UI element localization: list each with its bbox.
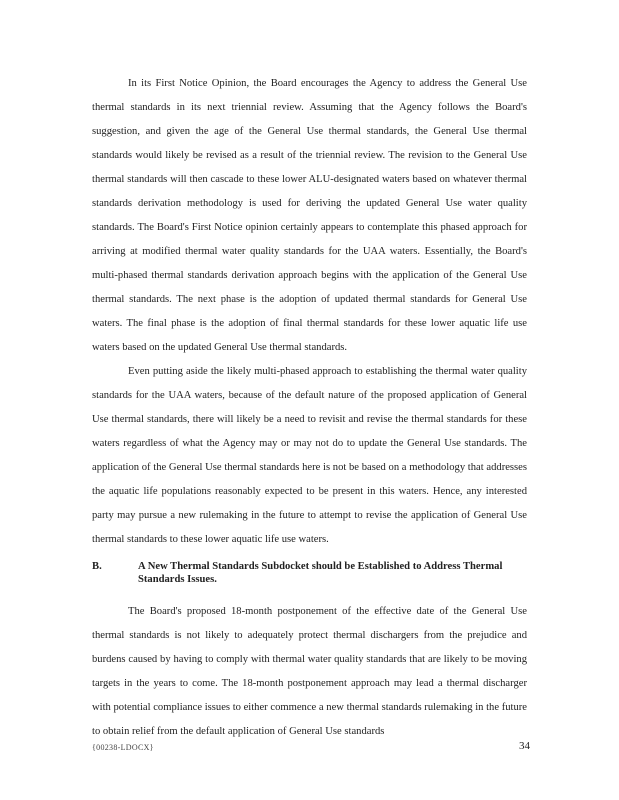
section-heading bbox=[92, 560, 527, 586]
section-letter: B. bbox=[92, 561, 102, 572]
page-number: 34 bbox=[519, 740, 530, 752]
paragraph-postponement: The Board's proposed 18-month postponement of the effective date of the General Use thermal standards is not likely to adequately protect thermal dischargers from the prejudice and burdens caused by having to comply with thermal water quality standards that are likely to be moving targets in the years to come. The 18-month postponement approach may lead a thermal discharger with potential compliance issues to either commence a new thermal standards rulemaking in the future to obtain relief from the default application of General Use standards bbox=[92, 606, 527, 737]
paragraph-multi-phased: Even putting aside the likely multi-phased approach to establishing the thermal water quality standards for the UAA waters, because of the default nature of the proposed application of General Use thermal standards, there will likely be a need to revisit and revise the thermal standards for these waters regardless of what the Agency may or may not do to update the General Use standards. The application of the General Use thermal standards here is not be based on a methodology that addresses the aquatic life populations reasonably expected to be present in this waters. Hence, any interested party may pursue a new rulemaking in the future to attempt to revise the application of General Use thermal standards to these lower aquatic life use waters. bbox=[92, 366, 527, 545]
paragraph-first-notice: In its First Notice Opinion, the Board encourages the Agency to address the General Use thermal standards in its next triennial review. Assuming that the Agency follows the Board's suggestion, and given the age of the General Use thermal standards, the General Use thermal standards would likely be revised as a result of the triennial review. The revision to the General Use thermal standards will then cascade to these lower ALU-designated waters based on whatever thermal standards derivation methodology is used for deriving the updated General Use water quality standards. The Board's First Notice opinion certainly appears to contemplate this phased approach for arriving at modified thermal water quality standards for the UAA waters. Essentially, the Board's multi-phased thermal standards derivation approach begins with the application of the General Use thermal standards. The next phase is the adoption of updated thermal standards for General Use waters. The final phase is the adoption of final thermal standards for these lower aquatic life use waters based on the updated General Use thermal standards. bbox=[92, 78, 527, 353]
section-title: A New Thermal Standards Subdocket should be Established to Address Thermal Standards Issues. bbox=[138, 561, 503, 585]
page-body bbox=[92, 72, 527, 744]
footer-document-code: {00238-LDOCX} bbox=[92, 743, 154, 752]
